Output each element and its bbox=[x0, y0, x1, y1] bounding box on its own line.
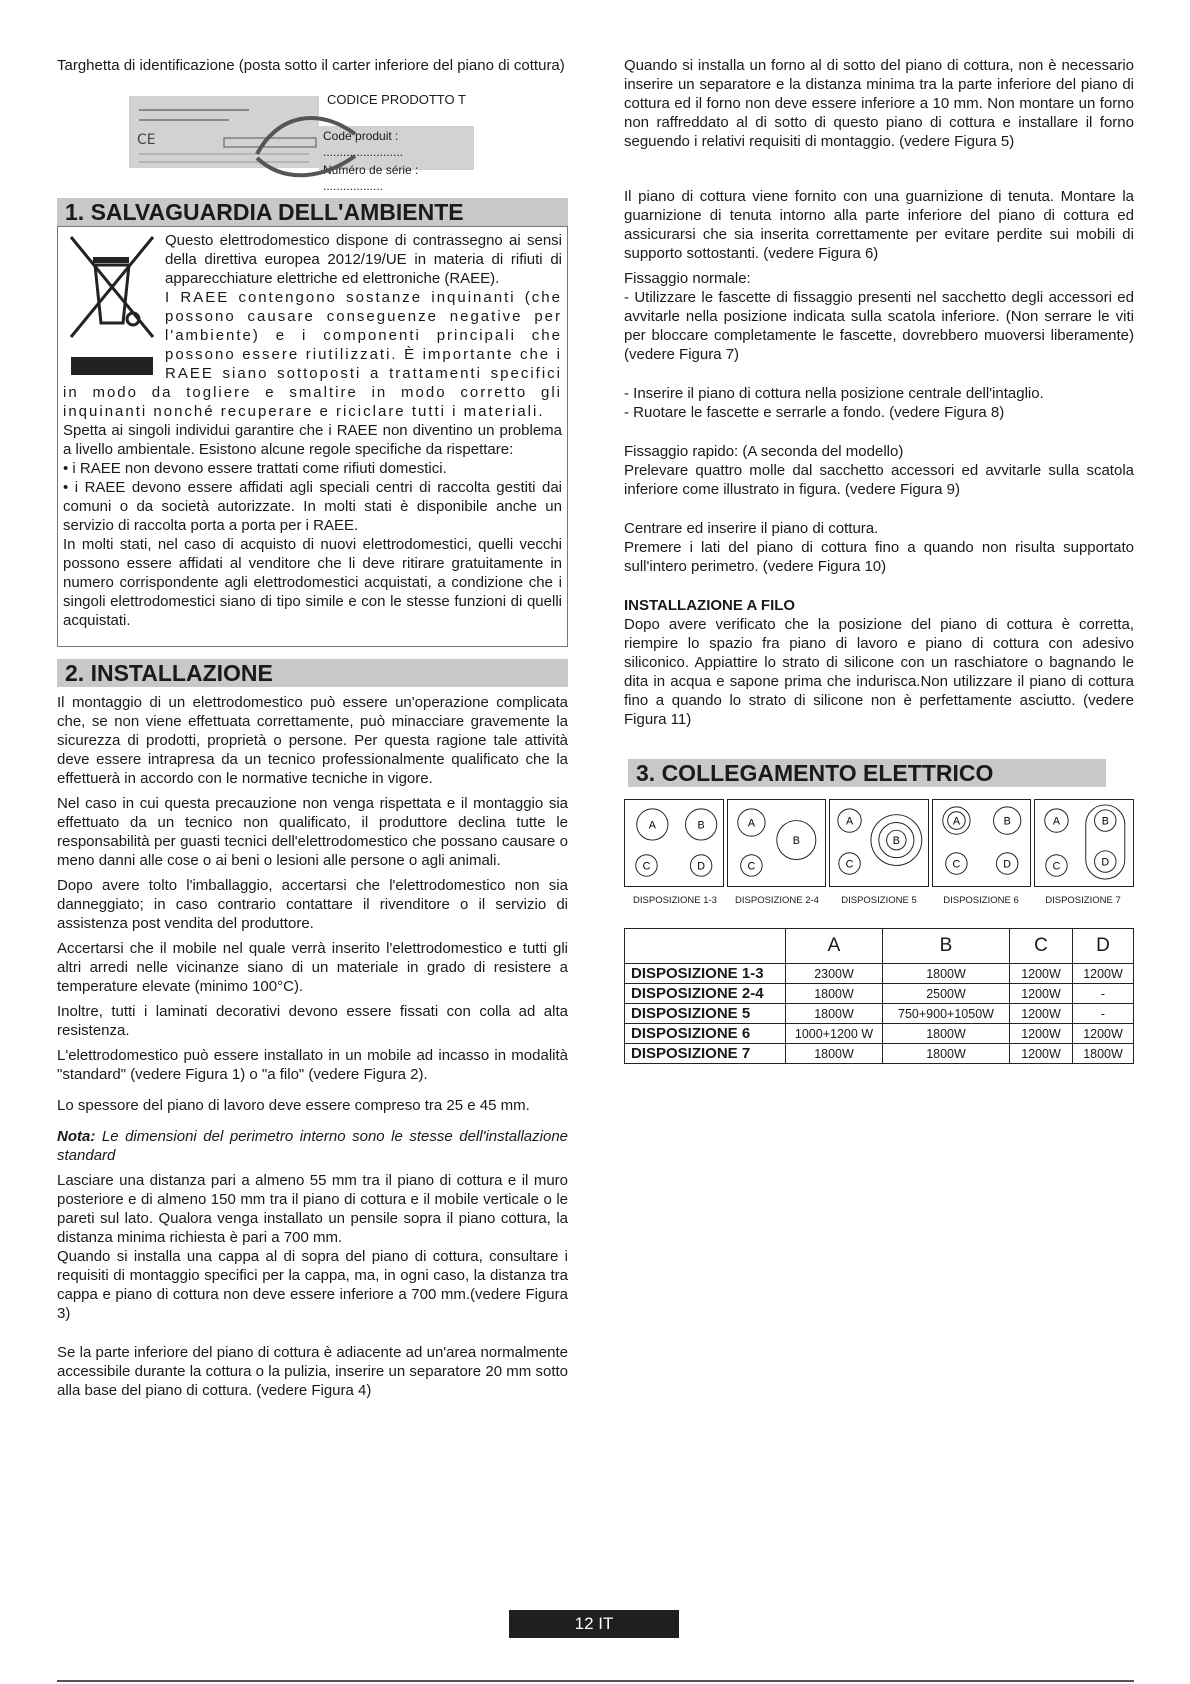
table-cell: DISPOSIZIONE 2-4 bbox=[625, 984, 786, 1004]
right-para-7: Dopo avere verificato che la posizione del piano di cottura è corretta, riempire lo spazio fra piano di lavoro e piano di cottura con adesivo siliconico. Appiattire lo strato di silicone con un raschiatore o bagnando le dita in acqua e sapone prima che indurisca.Non utilizzare il piano di cottura fino a quando lo strato di silicone non è perfettamente asciutto. (vedere Figura 11) bbox=[624, 616, 1134, 728]
zone-c-label: C bbox=[1052, 860, 1061, 873]
table-cell: - bbox=[1073, 1004, 1134, 1024]
sec1-para-4: In molti stati, nel caso di acquisto di nuovi elettrodomestici, quelli vecchi possono essere affidati al venditore che li deve ritirare gratuitamente in numero corrispondente agli elettrodomestici acquistati, a condizione che i singoli elettrodomestici siano di tipo simile e con le stesse funzioni di quelli acquistati. bbox=[63, 536, 562, 629]
fissaggio-normale-title: Fissaggio normale: bbox=[624, 270, 751, 287]
sec2-para-5: Inoltre, tutti i laminati decorativi devono essere fissati con colla ad alta resistenza. bbox=[57, 1003, 568, 1039]
zone-b-label: B bbox=[892, 834, 901, 847]
table-row bbox=[625, 984, 1134, 1004]
table-row bbox=[625, 1004, 1134, 1024]
sec1-para-3: Spetta ai singoli individui garantire che i RAEE non diventino un problema a livello ambientale. Esistono alcune regole specifiche da rispettare: bbox=[63, 422, 562, 458]
sec1-para-2: I RAEE contengono sostanze inquinanti (che possono causare conseguenze negative per l'ambiente) e i componenti principali che possono essere riutilizzati. È importante che i RAEE siano sottoposti a trattamenti specifici in modo da togliere e smaltire in modo corretto gli inquinanti nonché recuperare e riciclare tutti i materiali. bbox=[63, 289, 562, 420]
right-para-6b: Premere i lati del piano di cottura fino a quando non risulta supportato sull'intero perimetro. (vedere Figura 10) bbox=[624, 539, 1134, 575]
table-header: B bbox=[883, 929, 1010, 964]
sec2-nota bbox=[57, 1127, 568, 1165]
table-cell: 1800W bbox=[883, 1024, 1010, 1044]
fissaggio-rapido-title: Fissaggio rapido: (A seconda del modello) bbox=[624, 443, 904, 460]
table-cell: 1200W bbox=[1010, 1004, 1073, 1024]
table-cell: 1200W bbox=[1010, 964, 1073, 984]
table-cell: 1200W bbox=[1010, 1044, 1073, 1064]
right-column bbox=[624, 56, 1134, 1064]
layout-diagram-5 bbox=[829, 799, 929, 887]
layout-diagram-6 bbox=[932, 799, 1032, 887]
list-item: • i RAEE non devono essere trattati come rifiuti domestici. bbox=[63, 460, 447, 477]
disp-label: DISPOSIZIONE 5 bbox=[841, 895, 917, 906]
rating-plate-figure bbox=[57, 56, 568, 192]
zone-a-label: A bbox=[747, 817, 755, 830]
nota-text: Le dimensioni del perimetro interno sono le stesse dell'installazione standard bbox=[57, 1128, 568, 1164]
zone-c-label: C bbox=[952, 858, 961, 871]
table-cell: 1800W bbox=[786, 1004, 883, 1024]
code-produit-line: Code produit : ........................ bbox=[323, 129, 404, 159]
table-cell: DISPOSIZIONE 7 bbox=[625, 1044, 786, 1064]
zone-d-label: D bbox=[697, 860, 705, 873]
table-header bbox=[625, 929, 786, 964]
table-cell: 1800W bbox=[786, 984, 883, 1004]
arrow-icon bbox=[237, 96, 367, 186]
numero-serie-line: Numéro de série : .................. bbox=[323, 163, 419, 193]
zone-b-label: B bbox=[792, 834, 800, 847]
right-para-4b: - Ruotare le fascette e serrarle a fondo. (vedere Figura 8) bbox=[624, 404, 1005, 421]
right-para-5: Prelevare quattro molle dal sacchetto accessori ed avvitarle sulla scatola inferiore come illustrato in figura. (vedere Figura 9) bbox=[624, 462, 1134, 498]
zone-a-label: A bbox=[648, 819, 656, 832]
disp-label: DISPOSIZIONE 7 bbox=[1045, 895, 1121, 906]
sec2-para-6: L'elettrodomestico può essere installato in un mobile ad incasso in modalità "standard" (vedere Figura 1) o "a filo" (vedere Figura 2). bbox=[57, 1047, 568, 1083]
sec2-para-3: Dopo avere tolto l'imballaggio, accertarsi che l'elettrodomestico non sia danneggiato; in caso contrario contattare il rivenditore o il servizio di assistenza post vendita del produttore. bbox=[57, 877, 568, 932]
disp-label: DISPOSIZIONE 1-3 bbox=[633, 895, 717, 906]
table-cell: 1200W bbox=[1010, 1024, 1073, 1044]
weee-crossed-bin-icon bbox=[63, 231, 159, 381]
sec2-para-7: Lo spessore del piano di lavoro deve essere compreso tra 25 e 45 mm. bbox=[57, 1097, 530, 1114]
table-header: A bbox=[786, 929, 883, 964]
zone-a-label: A bbox=[1053, 815, 1061, 828]
sec1-para-1: Questo elettrodomestico dispone di contrassegno ai sensi della direttiva europea 2012/19/UE in materia di rifiuti di apparecchiature elettriche ed elettroniche (RAEE). bbox=[165, 232, 562, 287]
table-cell: 2300W bbox=[786, 964, 883, 984]
table-cell: 1000+1200 W bbox=[786, 1024, 883, 1044]
zone-c-label: C bbox=[845, 858, 854, 871]
table-cell: 1800W bbox=[883, 1044, 1010, 1064]
table-header-row bbox=[625, 929, 1134, 964]
table-cell: 1800W bbox=[1073, 1044, 1134, 1064]
sec2-para-9: Quando si installa una cappa al di sopra del piano di cottura, consultare i requisiti di montaggio specifici per la cappa, ma, in ogni caso, la distanza tra cappa e piano di cottura non deve essere inferiore a 700 mm.(vedere Figura 3) bbox=[57, 1248, 568, 1322]
right-para-4a: - Inserire il piano di cottura nella posizione centrale dell'intaglio. bbox=[624, 385, 1044, 402]
zone-b-label: B bbox=[1102, 815, 1110, 828]
power-table bbox=[624, 928, 1134, 1064]
table-cell: 2500W bbox=[883, 984, 1010, 1004]
sec2-para-4: Accertarsi che il mobile nel quale verrà inserito l'elettrodomestico e tutti gli altri arredi nelle vicinanze siano di un materiale in grado di resistere a temperature elevate (minimo 100°C). bbox=[57, 940, 568, 995]
layout-diagram-labels bbox=[624, 895, 1134, 906]
list-item: • i RAEE devono essere affidati agli speciali centri di raccolta gestiti dai comuni o da società autorizzate. In molti stati è disponibile anche un servizio di raccolta porta a porta per i RAEE. bbox=[63, 479, 562, 534]
table-cell: DISPOSIZIONE 5 bbox=[625, 1004, 786, 1024]
table-cell: 1200W bbox=[1073, 1024, 1134, 1044]
table-cell: DISPOSIZIONE 1-3 bbox=[625, 964, 786, 984]
footer-divider bbox=[57, 1680, 1134, 1682]
zone-d-label: D bbox=[1101, 856, 1110, 869]
zone-b-label: B bbox=[1003, 815, 1011, 828]
svg-text:CE: CE bbox=[137, 132, 156, 148]
sec2-para-1: Il montaggio di un elettrodomestico può essere un'operazione complicata che, se non viene effettuata correttamente, può minacciare gravemente la sicurezza di prodotti, proprietà o persone. Per questa ragione tale attività deve essere intrapresa da un tecnico professionalmente qualificato che la effettuerà in accordo con le normative tecniche in vigore. bbox=[57, 694, 568, 787]
table-cell: 1200W bbox=[1010, 984, 1073, 1004]
page-number: 12 IT bbox=[509, 1610, 679, 1638]
zone-b-label: B bbox=[697, 819, 705, 832]
layout-diagram-1-3 bbox=[624, 799, 724, 887]
table-cell: 750+900+1050W bbox=[883, 1004, 1010, 1024]
table-cell: - bbox=[1073, 984, 1134, 1004]
table-row bbox=[625, 964, 1134, 984]
zone-d-label: D bbox=[1003, 858, 1011, 871]
section-1-box bbox=[57, 226, 568, 647]
table-row bbox=[625, 1044, 1134, 1064]
left-column bbox=[57, 56, 568, 1400]
sec2-para-2: Nel caso in cui questa precauzione non venga rispettata e il montaggio sia effettuato da un tecnico non qualificato, il produttore declina tutte le responsabilità per guasti tecnici dell'elettrodomestico che possano causare o meno danni alle cose o ai beni o lesioni alle persone o agli animali. bbox=[57, 795, 568, 869]
disp-label: DISPOSIZIONE 2-4 bbox=[735, 895, 819, 906]
table-header: C bbox=[1010, 929, 1073, 964]
product-code-caption: CODICE PRODOTTO T bbox=[327, 92, 466, 107]
layout-diagram-7 bbox=[1034, 799, 1134, 887]
zone-c-label: C bbox=[642, 860, 651, 873]
sec2-para-10: Se la parte inferiore del piano di cottura è adiacente ad un'area normalmente accessibile durante la cottura o la pulizia, inserire un separatore 20 mm sotto alla base del piano di cottura. (vedere Figura 4) bbox=[57, 1344, 568, 1399]
right-para-6a: Centrare ed inserire il piano di cottura. bbox=[624, 520, 879, 537]
installazione-filo-title: INSTALLAZIONE A FILO bbox=[624, 597, 796, 614]
right-para-1: Quando si installa un forno al di sotto del piano di cottura, non è necessario inserire un separatore e la distanza minima tra la parte inferiore del piano di cottura ed il forno non deve essere inferiore a 10 mm. Non montare un forno non raffreddato al di sotto di questo piano di cottura e installare il forno seguendo i relativi requisiti di montaggio. (vedere Figura 5) bbox=[624, 57, 1134, 150]
weee-black-bar bbox=[71, 357, 153, 375]
zone-c-label: C bbox=[747, 860, 755, 873]
table-row bbox=[625, 1024, 1134, 1044]
disp-label: DISPOSIZIONE 6 bbox=[943, 895, 1019, 906]
rating-plate-intro: Targhetta di identificazione (posta sotto il carter inferiore del piano di cottura) bbox=[57, 57, 565, 74]
table-cell: 1200W bbox=[1073, 964, 1134, 984]
sec1-rules-list bbox=[63, 459, 562, 535]
section-2-title: 2. INSTALLAZIONE bbox=[57, 659, 568, 687]
table-header: D bbox=[1073, 929, 1134, 964]
section-1-title: 1. SALVAGUARDIA DELL'AMBIENTE bbox=[57, 198, 568, 226]
layout-diagrams bbox=[624, 799, 1134, 887]
nota-label: Nota: bbox=[57, 1128, 96, 1145]
zone-a-label: A bbox=[952, 815, 960, 828]
table-cell: 1800W bbox=[883, 964, 1010, 984]
table-cell: 1800W bbox=[786, 1044, 883, 1064]
zone-a-label: A bbox=[846, 815, 854, 828]
table-cell: DISPOSIZIONE 6 bbox=[625, 1024, 786, 1044]
sec2-para-8: Lasciare una distanza pari a almeno 55 mm tra il piano di cottura e il muro posteriore e di almeno 150 mm tra il piano di cottura e il mobile verticale o le pareti sul lato. Qualora venga installato un pensile sopra il piano cottura, la distanza minima richiesta è pari a 700 mm. bbox=[57, 1172, 568, 1246]
right-para-3: - Utilizzare le fascette di fissaggio presenti nel sacchetto degli accessori ed avvitarle nella posizione indicata sulla scatola inferiore. (Non serrare le viti per bloccare completamente le fascette, dovrebbero muoversi liberamente) (vedere Figura 7) bbox=[624, 289, 1134, 363]
layout-diagram-2-4 bbox=[727, 799, 827, 887]
right-para-2: Il piano di cottura viene fornito con una guarnizione di tenuta. Montare la guarnizione di tenuta intorno alla parte inferiore del piano di cottura ed assicurarsi che sia inserita correttamente per evitare perdite sui mobili di supporto sottostanti. (vedere Figura 6) bbox=[624, 188, 1134, 262]
section-3-title: 3. COLLEGAMENTO ELETTRICO bbox=[628, 759, 1106, 787]
